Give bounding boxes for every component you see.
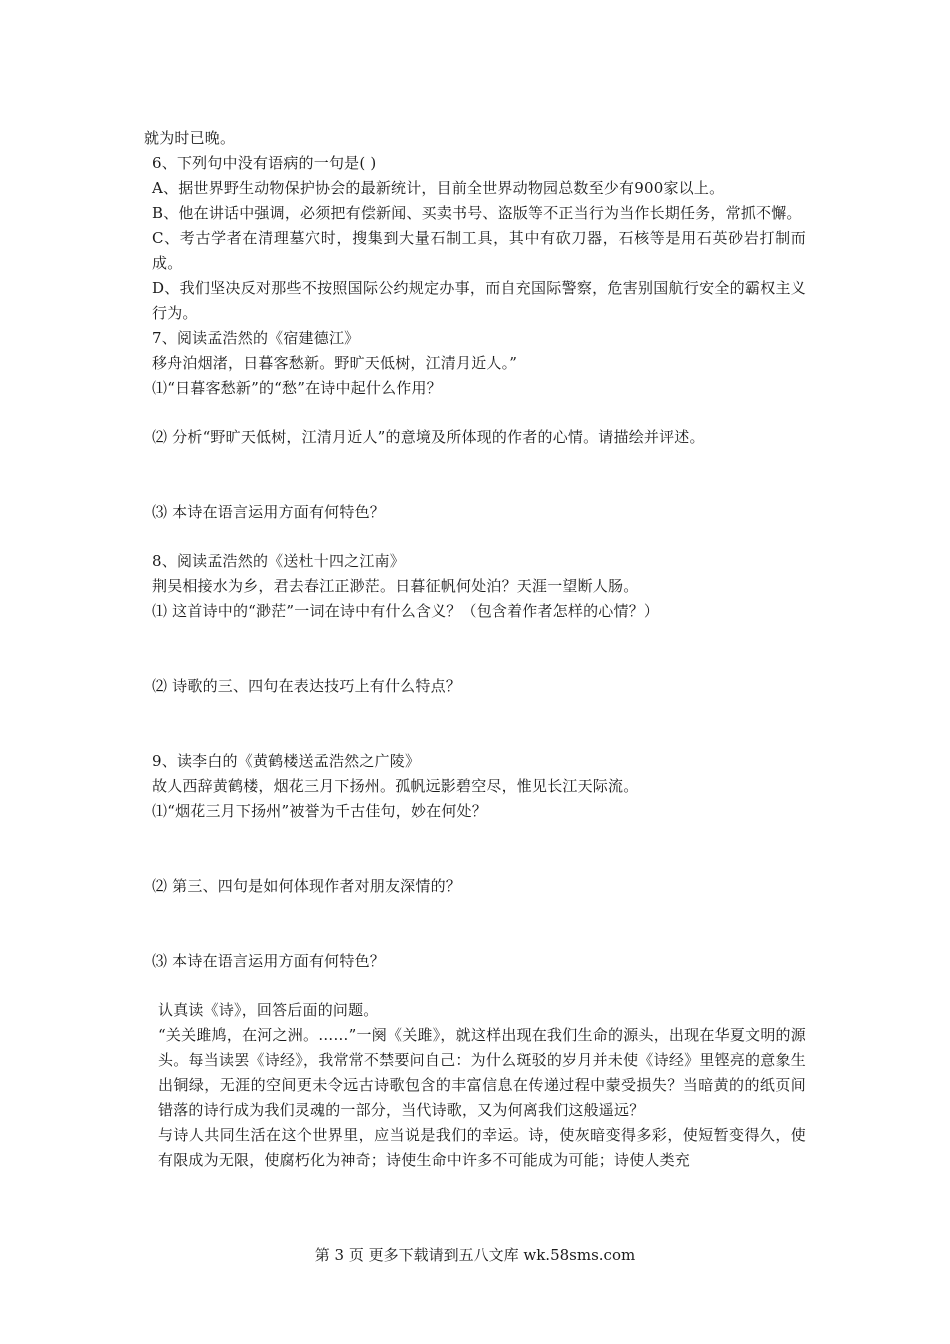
sub-question: ⑵ 第三、四句是如何体现作者对朋友深情的？ [152,877,461,895]
answer-space [144,624,806,674]
question-7: 7、阅读孟浩然的《宿建德江》 [152,329,360,347]
poem-text: 荆吴相接水为乡，君去春江正渺茫。日暮征帆何处泊？天涯一望断人肠。 [152,577,639,595]
sub-question: ⑶ 本诗在语言运用方面有何特色？ [152,952,385,970]
poem-text: 移舟泊烟渚，日暮客愁新。野旷天低树，江清月近人。” [152,354,518,372]
page-footer: 第 3 页 更多下载请到五八文库 wk.58sms.com [314,1246,636,1264]
text-line: 就为时已晚。 [144,129,236,147]
sub-question: ⑶ 本诗在语言运用方面有何特色？ [152,503,385,521]
passage-paragraph: “关关雎鸠，在河之洲。……”一阕《关雎》，就这样出现在我们生命的源头，出现在华夏文明的源头。每当读罢《诗经》，我常常不禁要问自己：为什么斑驳的岁月并未使《诗经》里铿亮的意象生出铜绿，无涯的空间更未令远古诗歌包含的丰富信息在传递过程中蒙受损失？当暗黄的的纸页间错落的诗行成为我们灵魂的一部分，当代诗歌，又为何离我们这般遥远？ [158,1026,806,1119]
answer-space [144,974,806,998]
sub-question: ⑴ 这首诗中的“渺茫”一词在诗中有什么含义？（包含着作者怎样的心情？） [152,602,660,620]
option-b: B、他在讲话中强调，必须把有偿新闻、买卖书号、盗版等不正当行为当作长期任务，常抓不懈。 [152,204,802,222]
sub-question: ⑵ 诗歌的三、四句在表达技巧上有什么特点？ [152,677,461,695]
answer-space [144,525,806,549]
option-a: A、据世界野生动物保护协会的最新统计，目前全世界动物园总数至少有900家以上。 [152,179,725,197]
sub-question: ⑵ 分析“野旷天低树，江清月近人”的意境及所体现的作者的心情。请描绘并评述。 [152,428,705,446]
answer-space [144,450,806,500]
answer-space [144,401,806,425]
document-body [144,126,806,1173]
option-c: C、考古学者在清理墓穴时，搜集到大量石制工具，其中有砍刀器，石核等是用石英砂岩打制而成。 [152,229,806,272]
sub-question: ⑴“烟花三月下扬州”被誉为千古佳句，妙在何处？ [152,802,487,820]
answer-space [144,899,806,949]
option-d: D、我们坚决反对那些不按照国际公约规定办事，而自充国际警察，危害别国航行安全的霸权主义行为。 [152,279,806,322]
question-9: 9、读李白的《黄鹤楼送孟浩然之广陵》 [152,752,421,770]
reading-instruction: 认真读《诗》，回答后面的问题。 [158,1001,379,1019]
passage-paragraph: 与诗人共同生活在这个世界里，应当说是我们的幸运。诗，使灰暗变得多彩，使短暂变得久，使有限成为无限，使腐朽化为神奇；诗使生命中许多不可能成为可能；诗使人类充 [158,1126,806,1169]
question-6: 6、下列句中没有语病的一句是( ) [152,154,377,172]
question-8: 8、阅读孟浩然的《送杜十四之江南》 [152,552,405,570]
poem-text: 故人西辞黄鹤楼，烟花三月下扬州。孤帆远影碧空尽，惟见长江天际流。 [152,777,639,795]
answer-space [144,824,806,874]
answer-space [144,699,806,749]
sub-question: ⑴“日暮客愁新”的“愁”在诗中起什么作用？ [152,379,442,397]
